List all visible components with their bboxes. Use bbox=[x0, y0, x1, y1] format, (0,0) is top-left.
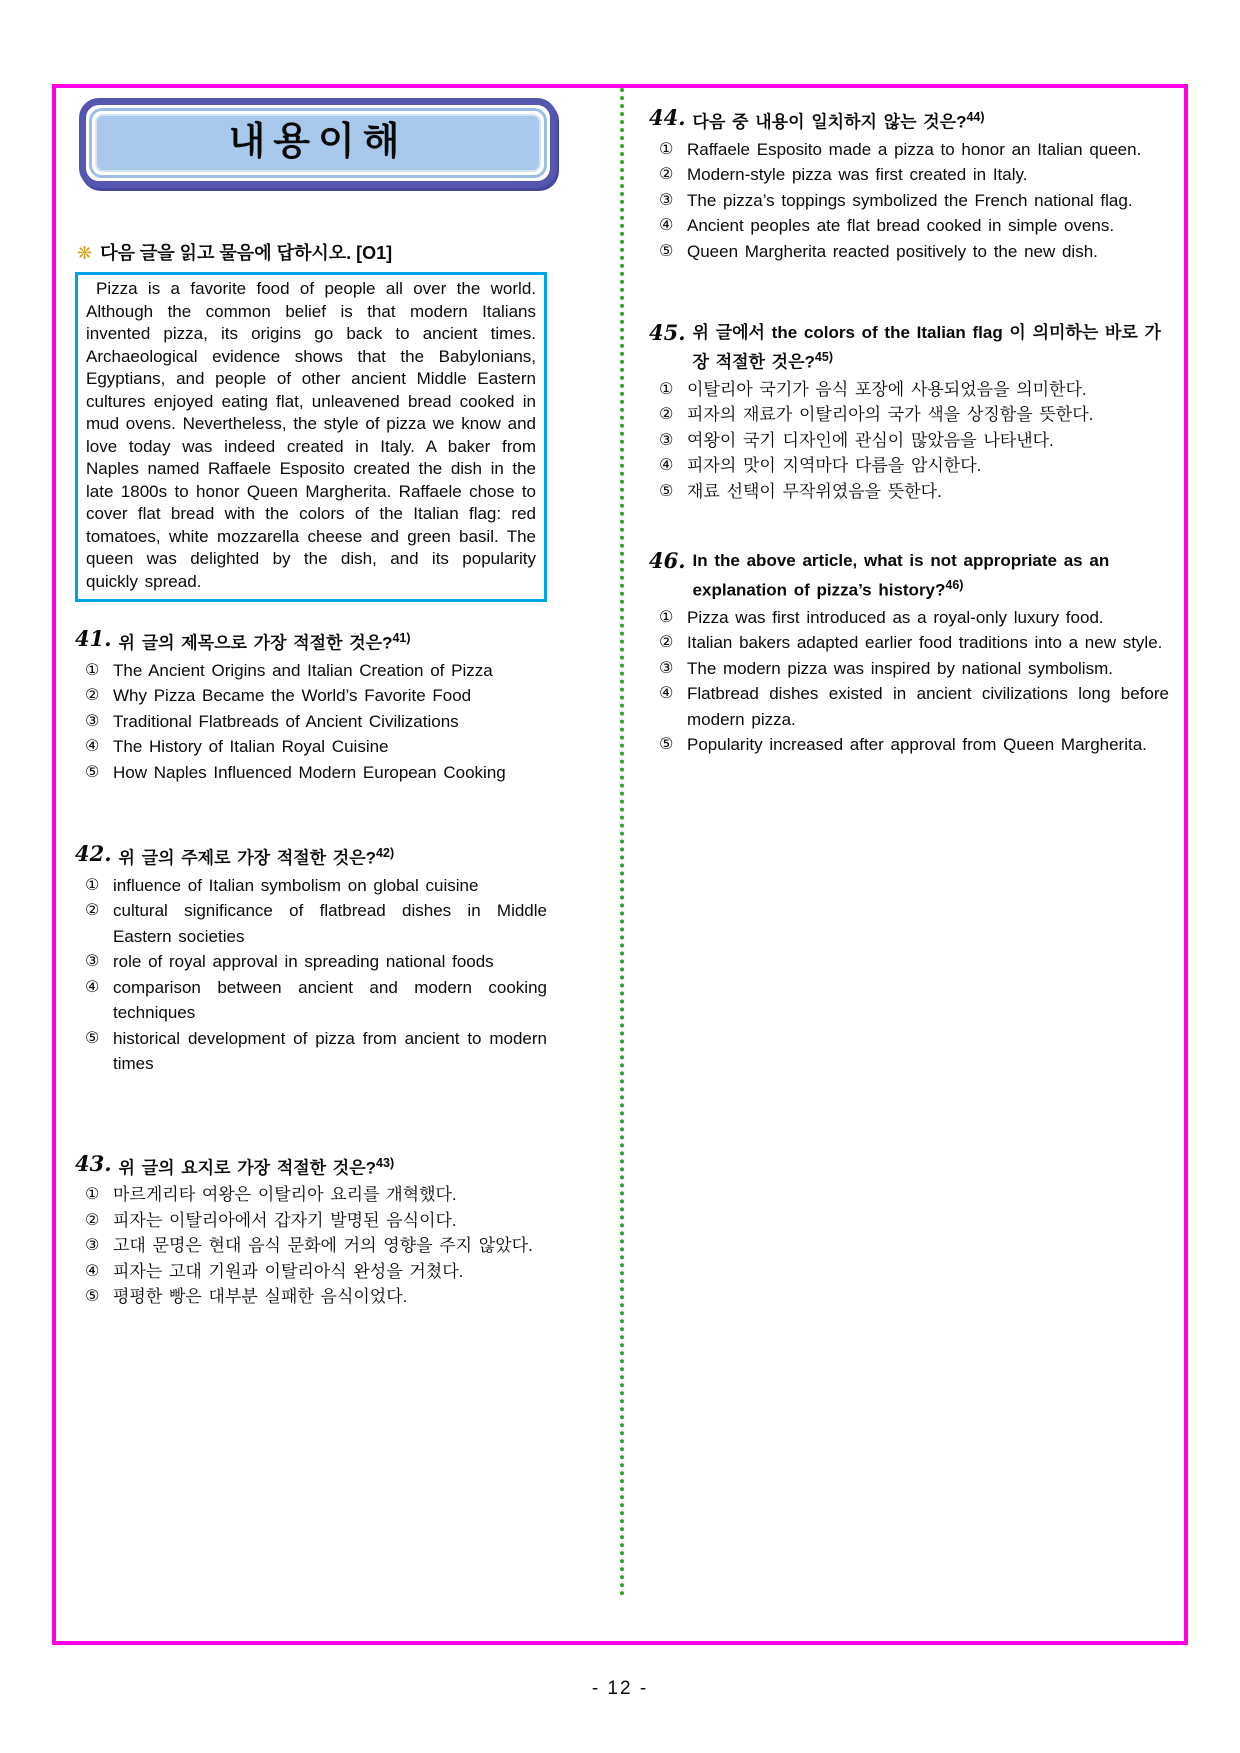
option-text: 피자의 맛이 지역마다 다름을 암시한다. bbox=[687, 456, 982, 476]
question-text bbox=[693, 548, 1169, 603]
question-45 bbox=[649, 320, 1169, 504]
option bbox=[75, 975, 547, 1026]
question-44 bbox=[649, 105, 1169, 264]
instruction-row bbox=[75, 240, 547, 266]
question-45-options bbox=[649, 377, 1169, 505]
question-number: 42. bbox=[75, 841, 112, 867]
option bbox=[649, 630, 1169, 656]
option bbox=[649, 732, 1169, 758]
option-marker: ⑤ bbox=[85, 1029, 100, 1047]
question-note: 45) bbox=[814, 350, 833, 365]
question-number: 44. bbox=[649, 105, 686, 130]
question-title: 다음 중 내용이 일치하지 않는 것은? bbox=[692, 112, 967, 132]
section-title-box bbox=[79, 98, 557, 188]
option bbox=[649, 402, 1169, 428]
option-text: 여왕이 국기 디자인에 관심이 많았음을 나타낸다. bbox=[687, 430, 1054, 450]
question-note: 44) bbox=[966, 110, 985, 124]
option-marker: ① bbox=[659, 380, 674, 398]
option-marker: ① bbox=[85, 1186, 100, 1204]
right-column bbox=[649, 99, 1169, 758]
option-text: 평평한 빵은 대부분 실패한 음식이었다. bbox=[113, 1287, 408, 1307]
option bbox=[75, 949, 547, 975]
option bbox=[649, 681, 1169, 732]
page-title: 내용이해 bbox=[95, 114, 541, 172]
option-text: Popularity increased after approval from Queen Margherita. bbox=[687, 735, 1147, 755]
option-marker: ⑤ bbox=[659, 482, 674, 500]
option bbox=[75, 658, 547, 684]
option-text: Raffaele Esposito made a pizza to honor an Italian queen. bbox=[687, 139, 1142, 159]
question-41 bbox=[75, 626, 547, 785]
option bbox=[649, 239, 1169, 265]
option-text: historical development of pizza from ancient to modern times bbox=[113, 1028, 547, 1074]
question-note: 46) bbox=[945, 578, 964, 593]
question-title: 위 글의 제목으로 가장 적절한 것은? bbox=[118, 633, 393, 653]
question-41-options bbox=[75, 658, 547, 786]
option-marker: ④ bbox=[85, 1262, 100, 1280]
option-text: The History of Italian Royal Cuisine bbox=[113, 737, 389, 757]
option-text: influence of Italian symbolism on global cuisine bbox=[113, 875, 479, 895]
question-text bbox=[119, 841, 547, 871]
option bbox=[75, 760, 547, 786]
option-text: Queen Margherita reacted positively to the new dish. bbox=[687, 241, 1098, 261]
question-note: 42) bbox=[376, 846, 395, 861]
option-text: The Ancient Origins and Italian Creation of Pizza bbox=[113, 660, 493, 680]
option bbox=[75, 873, 547, 899]
option-text: The pizza’s toppings symbolized the French national flag. bbox=[687, 190, 1133, 210]
question-title: 위 글에서 the colors of the Italian flag 이 의미하는 바로 가장 적절한 것은? bbox=[692, 323, 1161, 372]
question-title: In the above article, what is not appropriate as an explanation of pizza’s history? bbox=[692, 551, 1110, 600]
passage-text: Pizza is a favorite food of people all over the world. Although the common belief is that modern Italians invented pizza, its origins go back to ancient times. Archaeological evidence shows that the Babylonians, Egyptians, and people of other ancient Middle Eastern cultures enjoyed eating flat, unleavened bread cooked in mud ovens. Nevertheless, the style of pizza we know and love today was indeed created in Italy. A baker from Naples named Raffaele Esposito created the dish in the late 1800s to honor Queen Margherita. Raffaele chose to cover flat bread with the colors of the Italian flag: red tomatoes, white mozzarella cheese and green basil. The queen was delighted by the dish, and its popularity quickly spread. bbox=[86, 279, 536, 591]
option-text: Traditional Flatbreads of Ancient Civilizations bbox=[113, 711, 459, 731]
option-marker: ① bbox=[659, 608, 674, 626]
option-text: Why Pizza Became the World’s Favorite Food bbox=[113, 686, 472, 706]
question-42-options bbox=[75, 873, 547, 1077]
option-marker: ③ bbox=[659, 431, 674, 449]
question-42 bbox=[75, 841, 547, 1077]
question-41-header bbox=[75, 626, 547, 656]
option bbox=[75, 1233, 547, 1259]
option-text: 이탈리아 국기가 음식 포장에 사용되었음을 의미한다. bbox=[687, 379, 1087, 399]
option-text: Flatbread dishes existed in ancient civilizations long before modern pizza. bbox=[687, 684, 1169, 729]
option bbox=[75, 709, 547, 735]
option-text: 피자는 이탈리아에서 갑자기 발명된 음식이다. bbox=[113, 1210, 457, 1230]
option bbox=[649, 605, 1169, 631]
option-marker: ① bbox=[85, 876, 100, 894]
option bbox=[75, 898, 547, 949]
option-text: comparison between ancient and modern cooking techniques bbox=[113, 977, 547, 1023]
option-marker: ③ bbox=[659, 659, 674, 677]
option bbox=[649, 188, 1169, 214]
page-number: - 12 - bbox=[591, 1678, 649, 1699]
option bbox=[75, 1208, 547, 1234]
option-marker: ⑤ bbox=[659, 242, 674, 260]
question-43-options bbox=[75, 1182, 547, 1310]
question-43 bbox=[75, 1151, 547, 1310]
question-46-options bbox=[649, 605, 1169, 758]
question-number: 43. bbox=[75, 1150, 112, 1176]
question-42-header bbox=[75, 841, 547, 871]
option-text: 마르게리타 여왕은 이탈리아 요리를 개혁했다. bbox=[113, 1185, 457, 1205]
option-marker: ② bbox=[85, 687, 100, 705]
option-marker: ④ bbox=[659, 217, 674, 235]
question-43-header bbox=[75, 1151, 547, 1181]
option-text: 피자의 재료가 이탈리아의 국가 색을 상징함을 뜻한다. bbox=[687, 405, 1094, 425]
section-title-box-mid bbox=[89, 108, 547, 178]
option-marker: ④ bbox=[85, 738, 100, 756]
question-46-header bbox=[649, 548, 1169, 603]
flower-icon: ❋ bbox=[77, 243, 93, 263]
option-text: Italian bakers adapted earlier food traditions into a new style. bbox=[687, 633, 1163, 653]
option-marker: ④ bbox=[85, 978, 100, 996]
option bbox=[75, 1284, 547, 1310]
option-marker: ⑤ bbox=[659, 736, 674, 754]
option-text: cultural significance of flatbread dishes in Middle Eastern societies bbox=[113, 901, 547, 946]
option-text: The modern pizza was inspired by national symbolism. bbox=[687, 658, 1113, 678]
option-text: role of royal approval in spreading national foods bbox=[113, 952, 494, 972]
passage-box bbox=[75, 272, 547, 602]
question-title: 위 글의 요지로 가장 적절한 것은? bbox=[118, 1158, 377, 1178]
question-number: 46. bbox=[649, 548, 686, 574]
option bbox=[75, 683, 547, 709]
question-text bbox=[693, 320, 1169, 375]
option bbox=[649, 137, 1169, 163]
question-text bbox=[693, 105, 1169, 135]
option-marker: ④ bbox=[659, 457, 674, 475]
question-note: 41) bbox=[392, 631, 411, 645]
option bbox=[649, 428, 1169, 454]
option bbox=[75, 1182, 547, 1208]
option-marker: ② bbox=[659, 634, 674, 652]
question-44-header bbox=[649, 105, 1169, 135]
question-text bbox=[119, 626, 547, 656]
option-text: Ancient peoples ate flat bread cooked in simple ovens. bbox=[687, 216, 1115, 236]
question-number: 41. bbox=[75, 626, 112, 651]
option-marker: ④ bbox=[659, 685, 674, 703]
option-marker: ② bbox=[85, 1211, 100, 1229]
option-marker: ⑤ bbox=[85, 763, 100, 781]
option-marker: ② bbox=[85, 902, 100, 920]
option bbox=[75, 1259, 547, 1285]
question-45-header bbox=[649, 320, 1169, 375]
option-text: Pizza was first introduced as a royal-only luxury food. bbox=[687, 607, 1104, 627]
question-44-options bbox=[649, 137, 1169, 265]
option bbox=[75, 1026, 547, 1077]
column-divider bbox=[620, 88, 624, 1597]
instruction-text: 다음 글을 읽고 물음에 답하시오. [O1] bbox=[100, 243, 393, 263]
option-marker: ① bbox=[85, 661, 100, 679]
option-text: Modern-style pizza was first created in Italy. bbox=[687, 165, 1028, 185]
option-marker: ② bbox=[659, 166, 674, 184]
question-title: 위 글의 주제로 가장 적절한 것은? bbox=[118, 848, 377, 868]
left-column bbox=[75, 98, 547, 1310]
question-46 bbox=[649, 548, 1169, 758]
option bbox=[649, 656, 1169, 682]
option bbox=[75, 734, 547, 760]
option bbox=[649, 453, 1169, 479]
option-text: 피자는 고대 기원과 이탈리아식 완성을 거쳤다. bbox=[113, 1261, 464, 1281]
option-text: 재료 선택이 무작위였음을 뜻한다. bbox=[687, 481, 942, 501]
option bbox=[649, 479, 1169, 505]
option-marker: ③ bbox=[85, 1237, 100, 1255]
option-marker: ③ bbox=[85, 953, 100, 971]
question-text bbox=[119, 1151, 547, 1181]
question-note: 43) bbox=[376, 1155, 395, 1170]
option-marker: ③ bbox=[659, 191, 674, 209]
option-marker: ② bbox=[659, 406, 674, 424]
option-text: How Naples Influenced Modern European Cooking bbox=[113, 762, 506, 782]
option-marker: ① bbox=[659, 140, 674, 158]
option bbox=[649, 162, 1169, 188]
option-marker: ⑤ bbox=[85, 1288, 100, 1306]
option-marker: ③ bbox=[85, 712, 100, 730]
question-number: 45. bbox=[649, 320, 686, 346]
option bbox=[649, 213, 1169, 239]
option bbox=[649, 377, 1169, 403]
option-text: 고대 문명은 현대 음식 문화에 거의 영향을 주지 않았다. bbox=[113, 1236, 533, 1256]
